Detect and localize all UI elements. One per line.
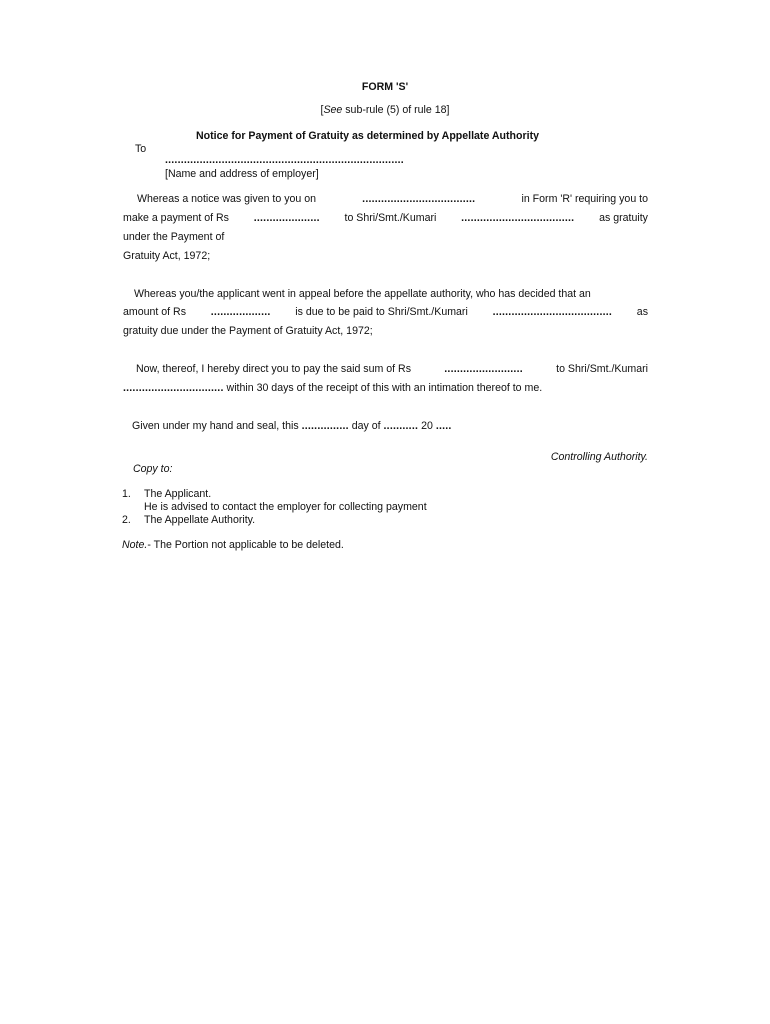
para1-line1-text-b: in Form 'R' requiring you to <box>521 193 648 205</box>
given-text-a: Given under my hand and seal, this <box>132 420 299 432</box>
para2-line2 <box>123 306 648 318</box>
copy-item-2-text: The Appellate Authority. <box>144 514 256 526</box>
para2-line1: Whereas you/the applicant went in appeal before the appellate authority, who has decided that an <box>134 288 591 300</box>
para1-line4: Gratuity Act, 1972; <box>123 250 211 262</box>
copy-item-2-number: 2. <box>122 514 131 526</box>
para1-line2 <box>123 212 648 224</box>
para1-line1-text-a: Whereas a notice was given to you on <box>137 193 317 205</box>
para1-line1 <box>137 193 648 205</box>
note-label: Note. <box>122 539 148 551</box>
rule-reference-rest: sub-rule (5) of rule 18] <box>342 104 450 116</box>
copy-item-1-subtext: He is advised to contact the employer for collecting payment <box>144 501 427 513</box>
note-line <box>122 539 344 551</box>
payment-amount-blank: ......................... <box>444 363 523 375</box>
rule-reference-see: See <box>323 104 343 116</box>
notice-date-blank: .................................... <box>362 193 476 205</box>
para3-line2-text: within 30 days of the receipt of this with an intimation thereof to me. <box>226 382 543 394</box>
notice-heading: Notice for Payment of Gratuity as determined by Appellate Authority <box>196 130 539 142</box>
rule-reference-open: [ <box>320 104 324 116</box>
signature-title: Controlling Authority. <box>550 451 648 463</box>
amount-blank: ..................... <box>253 212 320 224</box>
copy-item-1-number: 1. <box>122 488 131 500</box>
para2-line3: gratuity due under the Payment of Gratuity Act, 1972; <box>123 325 373 337</box>
given-text-c: 20 <box>421 420 433 432</box>
para1-line2-text-b: to Shri/Smt./Kumari <box>344 212 437 224</box>
para2-line2-text-c: as <box>636 306 648 318</box>
appeal-amount-blank: ................... <box>210 306 271 318</box>
para3-line2 <box>123 382 542 394</box>
given-month-blank: ........... <box>383 420 419 432</box>
para3-line1-text-a: Now, thereof, I hereby direct you to pay the said sum of Rs <box>136 363 411 375</box>
given-text-b: day of <box>351 420 381 432</box>
given-day-blank: ............... <box>301 420 349 432</box>
to-label: To <box>135 143 147 155</box>
form-title: FORM 'S' <box>361 81 409 93</box>
para2-line2-text-a: amount of Rs <box>123 306 187 318</box>
employer-address-label: [Name and address of employer] <box>165 168 319 180</box>
para3-line1 <box>136 363 648 375</box>
employer-name-blank: ............................................................................ <box>165 154 404 166</box>
copy-to-label: Copy to: <box>133 463 173 475</box>
appeal-recipient-blank: ...................................... <box>492 306 613 318</box>
note-text: - The Portion not applicable to be deleted. <box>147 539 344 551</box>
para1-line2-text-a: make a payment of Rs <box>123 212 229 224</box>
para1-line2-text-c: as gratuity <box>599 212 648 224</box>
recipient-name-blank: .................................... <box>461 212 575 224</box>
para2-line2-text-b: is due to be paid to Shri/Smt./Kumari <box>295 306 468 318</box>
copy-item-1-text: The Applicant. <box>144 488 212 500</box>
given-line <box>132 420 452 432</box>
rule-reference <box>0 104 770 116</box>
para3-line1-text-b: to Shri/Smt./Kumari <box>556 363 648 375</box>
para1-line3: under the Payment of <box>123 231 225 243</box>
payee-name-blank: ................................ <box>123 382 224 394</box>
given-year-blank: ..... <box>435 420 452 432</box>
